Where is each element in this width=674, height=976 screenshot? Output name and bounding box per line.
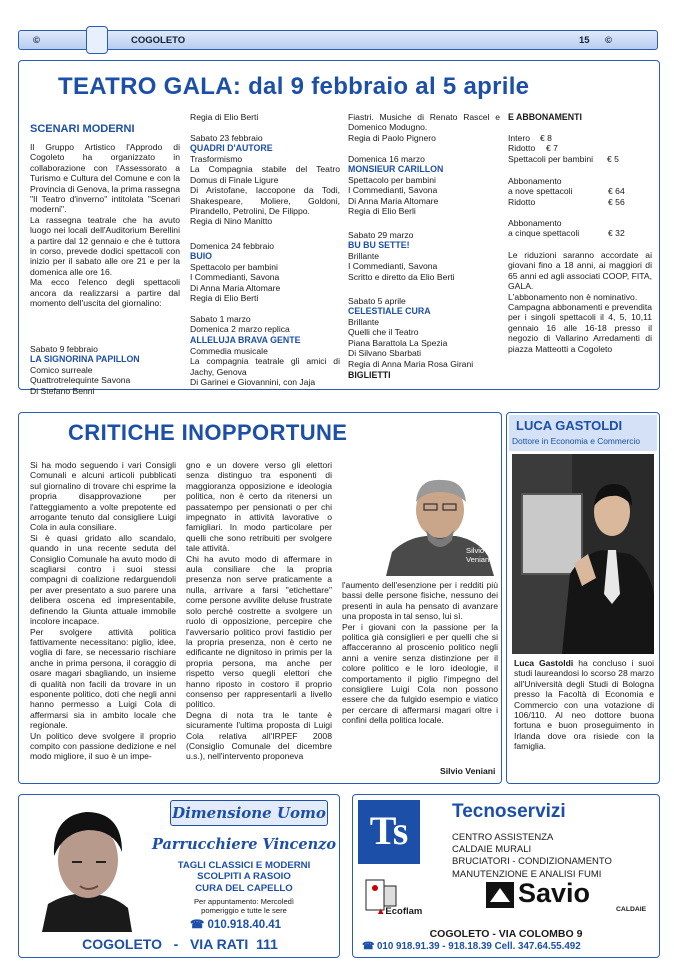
ecoflam-flame-icon: ▲ <box>376 906 386 917</box>
header-tab-decoration <box>86 26 108 54</box>
tecnoservizi-address: COGOLETO - VIA COLOMBO 9 <box>429 928 583 940</box>
event-details: Brillante Quelli che il Teatro Piana Barattola La Spezia Di Silvano Sbarbati Regia di Anna Maria Rosa Girani <box>348 317 474 369</box>
subscription-nine-reduced-price: € 56 <box>608 197 625 207</box>
event-date: Sabato 1 marzo Domenica 2 marzo replica <box>190 314 290 335</box>
price-row: Intero € 8 <box>508 133 552 143</box>
teatro-subtitle: SCENARI MODERNI <box>30 123 135 135</box>
model-photo <box>28 800 146 932</box>
subscription-five: Abbonamento a cinque spettacoli <box>508 218 580 239</box>
event-date: Sabato 9 febbraio <box>30 344 98 354</box>
graduation-body: ha concluso i suoi studi laureandosi lo scorso 28 marzo all'Università degli Studi di Bologna presso la Facoltà di Economia e Commercio con una votazione di 106/110. Al neo dottore buona fortuna e buon proseguimento in Irlanda dove ora risiede con la famiglia. <box>514 658 655 752</box>
tecnoservizi-name: Tecnoservizi <box>452 801 566 822</box>
barber-logo: Dimensione Uomo <box>170 800 328 826</box>
event-details: Commedia musicale La compagnia teatrale gli amici di Jachy, Genova Di Garinei e Giovannini, con Jaja <box>190 346 340 388</box>
event-details: Comico surreale Quattrotrelequinte Savona Di Stefano Benni <box>30 365 131 396</box>
event-title: MONSIEUR CARILLON <box>348 164 444 174</box>
photo-caption: Silvio Veniani <box>466 546 491 564</box>
graduate-name: Luca Gastoldi <box>514 658 574 668</box>
event-title: CELESTIALE CURA <box>348 306 431 316</box>
subscription-nine-reduced: Ridotto <box>508 197 536 207</box>
phone-icon: ☎ <box>190 919 208 931</box>
tickets-heading: BIGLIETTI <box>348 370 391 380</box>
phone-icon: ☎ <box>362 941 377 952</box>
savio-brand: Savio <box>518 878 591 908</box>
savio-logo-icon <box>486 882 514 908</box>
event-details: Regia di Elio Berti <box>190 112 259 122</box>
event-details: Fiastri. Musiche di Renato Rascel e Domenico Modugno. Regia di Paolo Pignero <box>348 112 500 143</box>
barber-phone: ☎ 010.918.40.41 <box>190 919 282 931</box>
price-row: Spettacoli per bambini € 5 <box>508 153 619 164</box>
event-details: Trasformismo La Compagnia stabile del Teatro Domus di Finale Ligure Di Aristofane, Iaccopone da Todi, Shakespeare, Moliere, Goldoni, Pirandello, Petrolini, De Filippo. Regia di Nino Manitto <box>190 154 340 227</box>
page-number: 15 <box>579 35 590 46</box>
subscription-five-price: € 32 <box>608 228 625 239</box>
article-column-3: l'aumento dell'esenzione per i redditi più bassi delle persone fisiche, nessuno dei presenti in aula ha pensato di avanzare una proposta in tal senso, lui sì. Per i giovani con la passione per la politica già consiglieri e per quelli che si affacceranno al proscenio politico negli anni a venire senza distinzione per il colore politico e le loro ideologie, il comportamento il piglio l'impegno del consigliere Luigi Cola non possono essere che da fulgido esempio e viatico per cercare di affermarsi magari oltre i confini della politica locale. <box>342 580 498 726</box>
teatro-headline: TEATRO GALA: dal 9 febbraio al 5 aprile <box>58 73 530 100</box>
tecnoservizi-services: CENTRO ASSISTENZA CALDAIE MURALI BRUCIATORI - CONDIZIONAMENTO MANUTENZIONE E ANALISI FUMI <box>452 832 612 880</box>
tecnoservizi-phones: ☎ 010 918.91.39 - 918.18.39 Cell. 347.64.55.492 <box>362 941 581 952</box>
price-row: Ridotto € 7 <box>508 143 558 154</box>
article-column-1: Si ha modo seguendo i vari Consigli Comunali e alcuni articoli pubblicati sul giornalino di trovare chi esprime la propria disapprovazione per l'atteggiamento a volte prepotente ed arrogante tenuto dal consigliere Luigi Cola in aula consiliare. Si è quasi gridato allo scandalo, quando in una recente seduta del Consiglio Comunale ha avuto modo di scagliarsi contro i suoi stessi compagni di coalizione redarguendoli per aver presentato a suo parere una delibera oscena ed impresentabile, definendo la Giunta attuale immobile incolore incapace. Per svolgere attività politica fattivamente necessitano: piglio, idee, voglia di fare, se necessario rischiare anche in prima persona, il coraggio di osare magari sbagliando, un insieme di qualità non facili da trovare in un esponente politico, doti che negli anni hanno permesso a Luigi Cola di affermarsi sia in ambito locale che regionale. Un politico deve svolgere il proprio compito con passione dedizione e nel modo migliore, il suo è un impe- <box>30 460 176 762</box>
event-details: Spettacolo per bambini I Commedianti, Savona Di Anna Maria Altomare Regia di Elio Berti <box>190 262 281 304</box>
savio-subtitle: CALDAIE <box>616 906 647 913</box>
event-title: LA SIGNORINA PAPILLON <box>30 354 140 364</box>
copyright-icon: © <box>33 35 40 46</box>
tecnoservizi-logo: Ts <box>358 800 420 864</box>
event-date: Sabato 5 aprile <box>348 296 406 306</box>
event-title: BUIO <box>190 251 212 261</box>
graduation-text <box>514 658 654 752</box>
subscriptions-heading: E ABBONAMENTI <box>508 112 582 122</box>
teatro-intro: Il Gruppo Artistico l'Approdo di Cogoleto ha organizzato in collaborazione con l'Assessorato a Turismo e Cultura del Comune e con la Provincia di Genova, la prima rassegna "Il Teatro d'inverno" intitolata "Scenari moderni". La rassegna teatrale che ha avuto luogo nei locali dell'Auditorium Berellini a partire dal 12 gennaio e che è tuttora in corso, prevede dodici spettacoli con inizio per il sabato alle ore 21 e per la domenica alle ore 16. Ma ecco l'elenco degli spettacoli ancora da realizzarsi a partire dal momento dell'uscita del giornalino: <box>30 142 180 309</box>
price-list <box>508 133 648 164</box>
event-details: Spettacolo per bambini I Commedianti, Savona Di Anna Maria Altomare Regia di Elio Berli <box>348 175 439 217</box>
barber-services: TAGLI CLASSICI E MODERNI SCOLPITI A RASOIO CURA DEL CAPELLO <box>177 860 311 894</box>
subscription-nine-price: € 64 <box>608 186 625 197</box>
barber-name: Parrucchiere Vincenzo <box>151 836 337 853</box>
graduate-degree: Dottore in Economia e Commercio <box>512 436 641 446</box>
article-column-2: gno e un dovere verso gli elettori senza distinguo tra esponenti di maggioranza opposizione e ideologia politica, non è certo da ritenersi un passatempo per pensionati o per chi impegnato in attività lavorative o famigliari. In modo particolare per quelli che sono retribuiti per svolgere tale attività. Chi ha avuto modo di affermare in aula consiliare che la propria presenza non serve praticamente a nulla, arrivare a farsi "etichettare" come persone avvilite deluse frustrate solo perché costrette a svolgere un ruolo di opposizione, percepire che l'avversario politico provi fastidio per la propria presenza, non è certo ne edificante ne dignitoso in primis per la propria persona, ma anche per rispetto verso quegli elettori che hanno riposto in costoro il proprio consenso per rappresentarli a livello politico. Degna di nota tra le tante è sicuramente l'ultima proposta di Luigi Cola relativa all'IRPEF 2008 (Consiglio Comunale del dicembre u.s.), nell'intervento proponeva <box>186 460 332 762</box>
graduate-name-heading: LUCA GASTOLDI <box>516 418 623 433</box>
barber-address: COGOLETO - VIA RATI 111 <box>82 936 278 952</box>
subscription-nine: Abbonamento a nove spettacoli <box>508 176 573 197</box>
discount-info: Le riduzioni saranno accordate ai giovani fino a 18 anni, ai maggiori di 65 anni ed agli associati COOP, FITA, GALA. L'abbonamento non è nominativo. Campagna abbonamenti e prevendita per i singoli spettacoli il 4, 5, 10,11 gennaio 16 alle 16-18 presso il negozio di Vallarino Arredamenti di piazza Matteotti a Cogoleto <box>508 250 652 354</box>
copyright-icon: © <box>605 35 612 46</box>
event-date: Sabato 23 febbraio <box>190 133 263 143</box>
ecoflam-brand: ▲Ecoflam <box>376 906 423 917</box>
page-header-bar <box>18 30 658 50</box>
section-name: COGOLETO <box>131 35 186 46</box>
event-title: QUADRI D'AUTORE <box>190 143 273 153</box>
graduate-photo <box>512 454 654 654</box>
event-date: Domenica 24 febbraio <box>190 241 275 251</box>
event-details: Brillante I Commedianti, Savona Scritto e diretto da Elio Berti <box>348 251 455 282</box>
critiche-headline: CRITICHE INOPPORTUNE <box>68 420 348 445</box>
author-signature: Silvio Veniani <box>440 766 496 776</box>
event-date: Sabato 29 marzo <box>348 230 414 240</box>
event-title: ALLELUJA BRAVA GENTE <box>190 335 301 345</box>
barber-hours: Per appuntamento: Mercoledì pomeriggio e tutte le sere <box>193 897 295 915</box>
event-date: Domenica 16 marzo <box>348 154 425 164</box>
event-title: BU BU SETTE! <box>348 240 410 250</box>
